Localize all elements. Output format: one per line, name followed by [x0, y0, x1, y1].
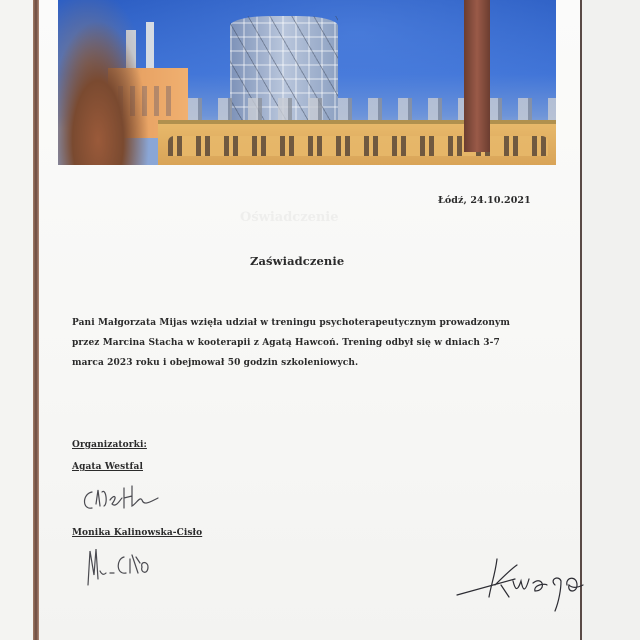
signature-agata-westfal [78, 482, 168, 516]
rooftop-structures [188, 98, 556, 120]
certificate-body [72, 313, 542, 373]
body-line: Pani Małgorzata Mijas wzięła udział w treningu psychoterapeutycznym prowadzonym [72, 318, 510, 328]
organizer-name: Agata Westfal [72, 462, 143, 472]
signature-bottom-right [455, 555, 620, 615]
signature-monika-kalinowska-cislo [80, 545, 170, 590]
document-title: Zaświadczenie [250, 254, 345, 268]
brick-chimney [464, 0, 490, 152]
factory-windows [168, 136, 548, 156]
desk-background [0, 0, 34, 640]
organizer-name: Monika Kalinowska-Cisło [72, 528, 203, 538]
page-right-edge [580, 0, 582, 640]
organizers-label: Organizatorki: [72, 440, 147, 450]
header-photo [58, 0, 556, 165]
tree [58, 0, 158, 165]
page-left-edge [33, 0, 39, 640]
body-line: przez Marcina Stacha w kooterapii z Agatą Hawcoń. Trening odbył się w dniach 3-7 [72, 338, 500, 348]
document-date: Łódź, 24.10.2021 [438, 195, 531, 206]
bleed-through-text: Oświadczenie [240, 210, 339, 225]
body-line: marca 2023 roku i obejmował 50 godzin szkoleniowych. [72, 358, 359, 368]
